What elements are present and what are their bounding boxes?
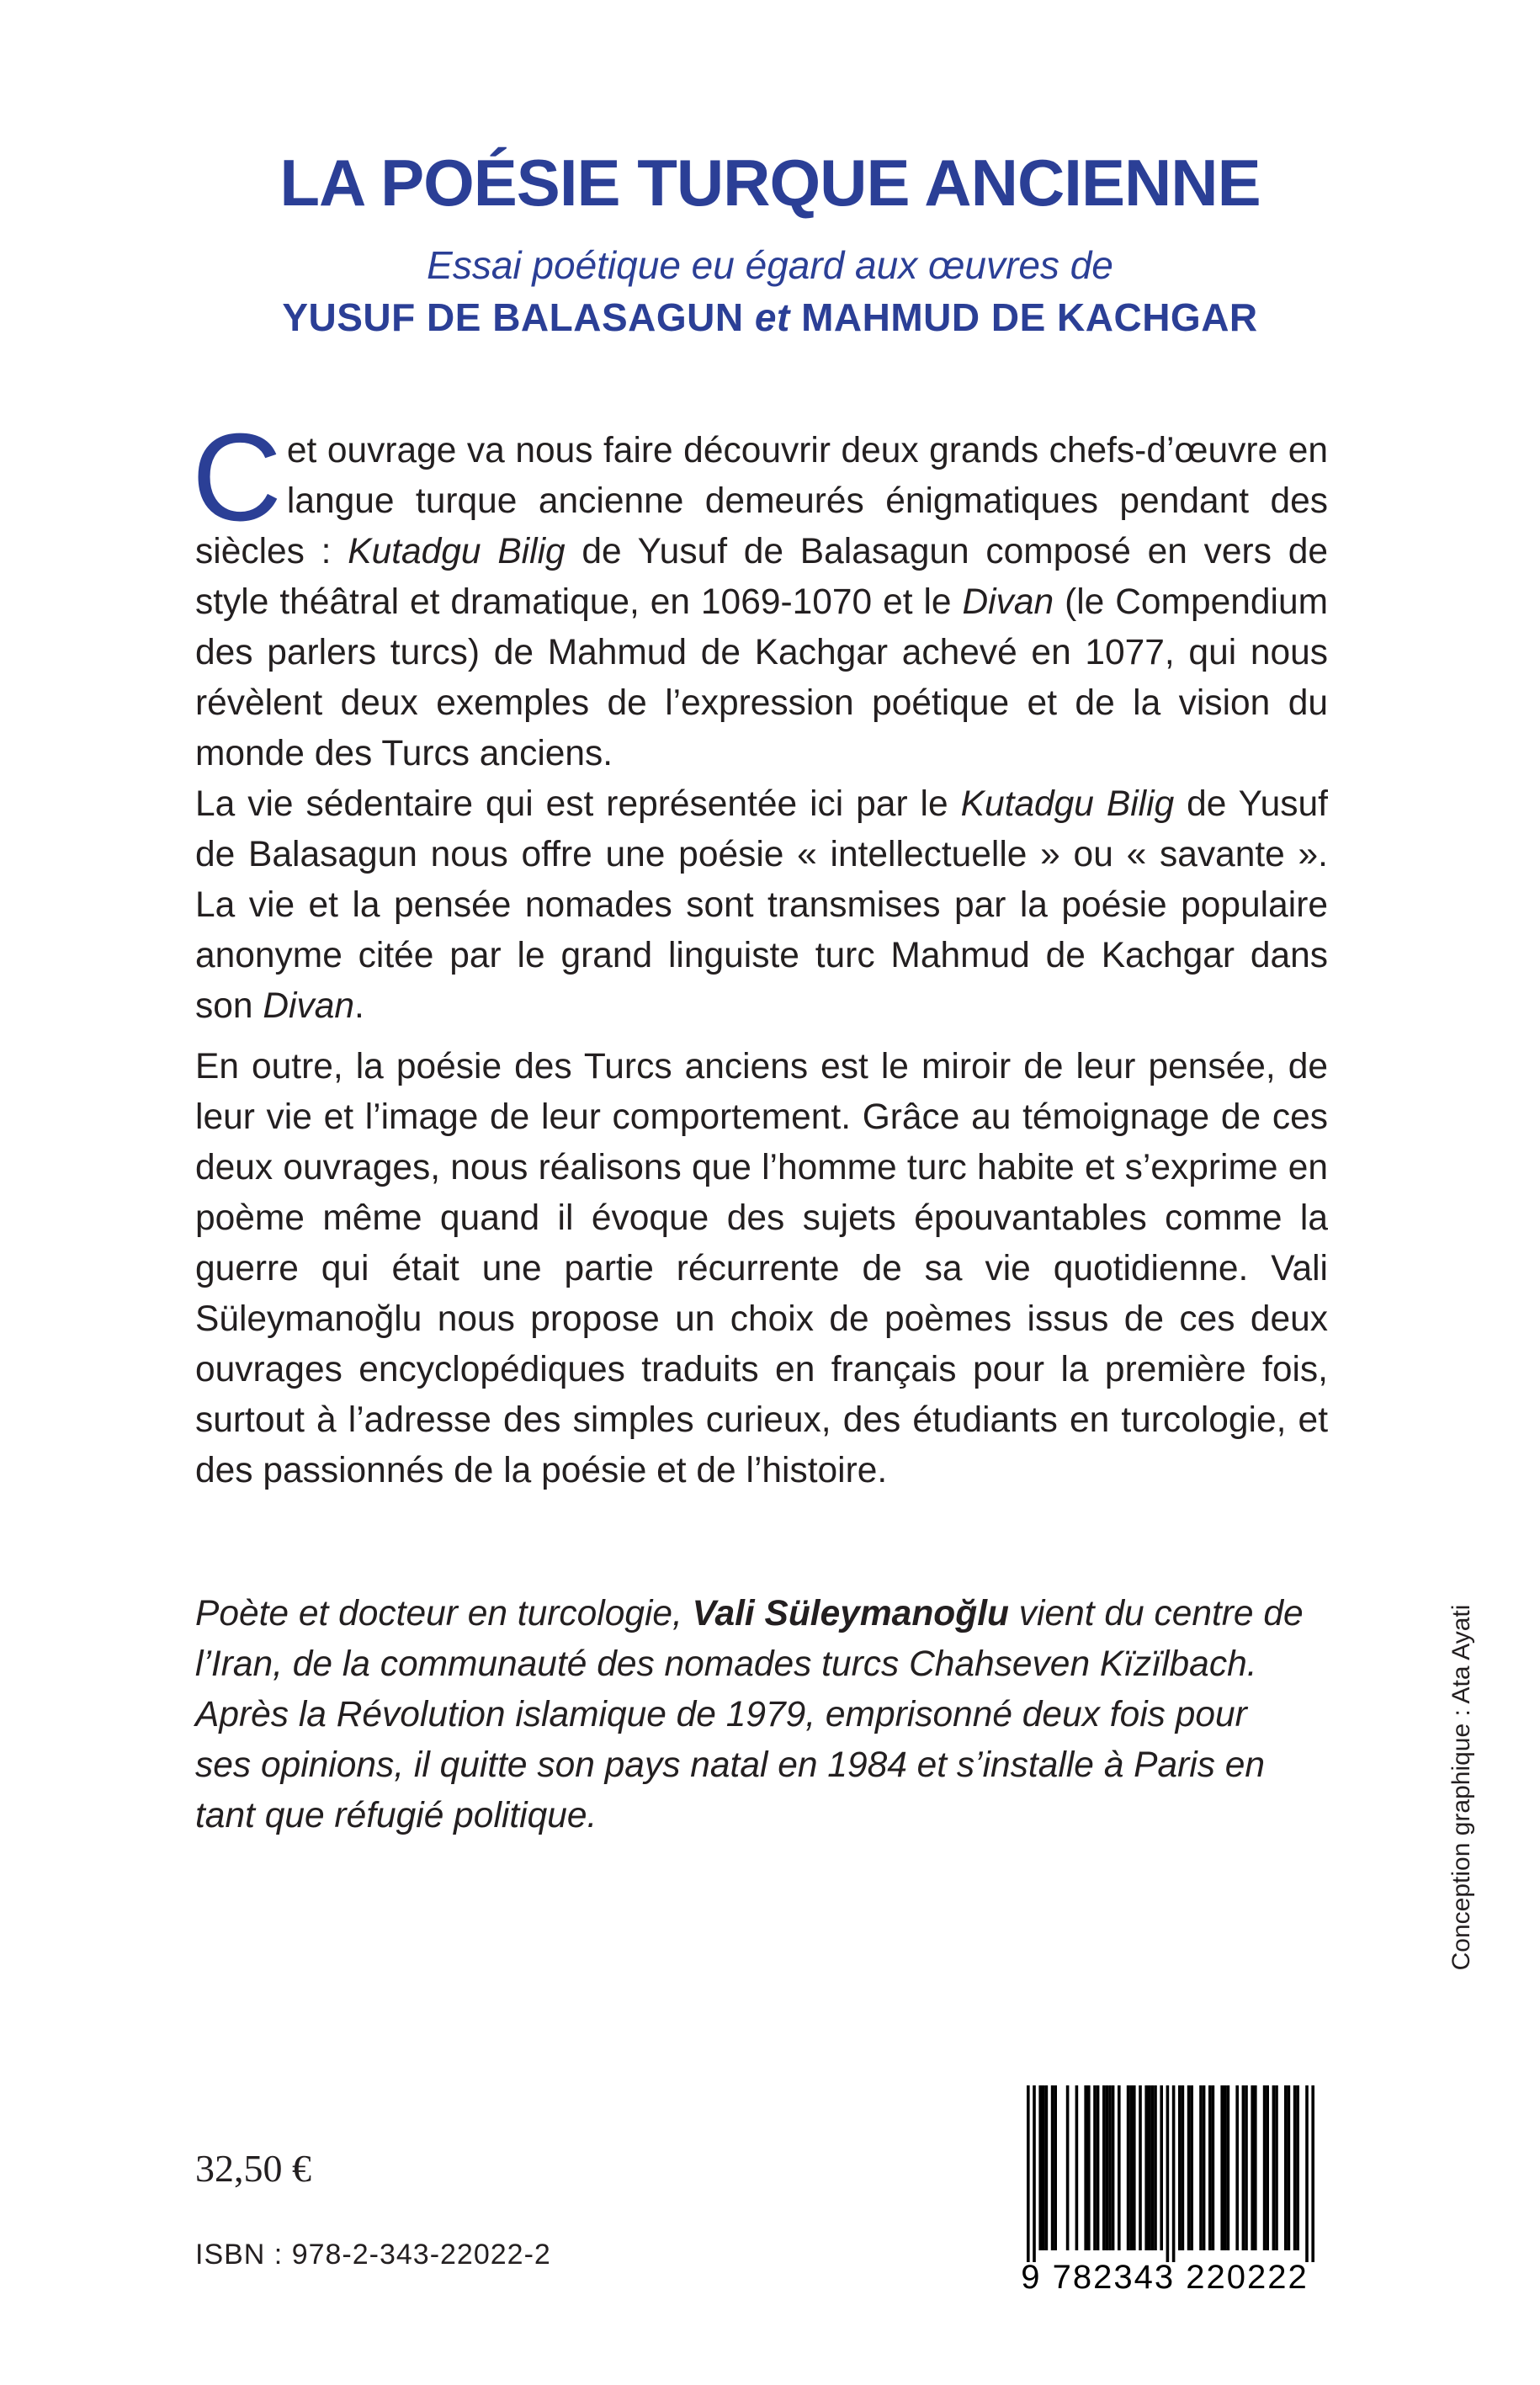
barcode-bar: [1051, 2085, 1054, 2250]
barcode-bar: [1172, 2085, 1176, 2262]
barcode-bar: [1112, 2085, 1115, 2250]
blurb-paragraph-3: En outre, la poésie des Turcs anciens est le miroir de leur pensée, de leur vie et l’image de leur comportement. Grâce au témoignage de ces deux ouvrages, nous réalisons que l’homme turc habite et s’exprime en poème même quand il évoque des sujets épouvantables comme la guerre qui était une partie récurrente de sa vie quotidienne. Vali Süleymanoğlu nous propose un choix de poèmes issus de ces deux ouvrages encyclopédiques traduits en français pour la première fois, surtout à l’adresse des simples curieux, des étudiants en turcologie, et des passionnés de la poésie et de l’histoire.: [195, 1047, 1328, 1490]
barcode-bar: [1242, 2085, 1245, 2250]
subtitle: Essai poétique eu égard aux œuvres de: [427, 243, 1113, 287]
blurb-text: de Yusuf de Balasagun nous offre une poésie « intellectuelle » ou « savante ». La vie et la pensée nomades sont transmises par la poésie populaire anonyme citée par le grand linguiste turc Mahmud de Kachgar dans son: [195, 784, 1328, 1026]
blurb: [192, 408, 1328, 1496]
barcode-bar: [1263, 2085, 1267, 2250]
author-bio-line: tant que réfugié politique.: [195, 1796, 597, 1835]
book-title-divan: Divan: [962, 582, 1054, 622]
barcode-bar: [1305, 2085, 1309, 2262]
barcode-bar: [1127, 2085, 1130, 2250]
blurb-paragraph-1: [192, 408, 1328, 779]
barcode-bar: [1275, 2085, 1278, 2250]
blurb-paragraph-2: [195, 779, 1328, 1032]
author-name-yusuf: YUSUF DE BALASAGUN: [282, 295, 744, 339]
book-title-kutadgu: Kutadgu Bilig: [348, 532, 566, 571]
barcode-bar: [1208, 2085, 1212, 2250]
barcode-bar: [1151, 2085, 1155, 2250]
barcode-bar: [1251, 2085, 1254, 2250]
barcode-bar: [1311, 2085, 1314, 2262]
barcode-bar: [1038, 2085, 1042, 2250]
author-name-mahmud: MAHMUD DE KACHGAR: [801, 295, 1258, 339]
barcode-bar: [1154, 2085, 1157, 2250]
price: 32,50 €: [195, 2147, 311, 2190]
barcode-bar: [1235, 2085, 1239, 2250]
barcode-bar: [1075, 2085, 1079, 2250]
barcode-bar: [1296, 2085, 1299, 2250]
barcode-bar: [1102, 2085, 1106, 2250]
book-title: LA POÉSIE TURQUE ANCIENNE: [279, 146, 1261, 220]
barcode-bar: [1227, 2085, 1230, 2250]
subtitle-authors: [0, 295, 1540, 341]
barcode-bar: [1042, 2085, 1045, 2250]
barcode-bar: [1027, 2085, 1030, 2262]
barcode-bar: [1190, 2085, 1193, 2250]
barcode-bar: [1097, 2085, 1100, 2250]
barcode-bar: [1148, 2085, 1151, 2250]
barcode-bar: [1166, 2085, 1170, 2262]
design-credit: [1436, 1485, 1487, 2090]
barcode-bar: [1224, 2085, 1227, 2250]
barcode-bar: [1093, 2085, 1097, 2250]
barcode-bar: [1284, 2085, 1288, 2250]
design-credit-text: Conception graphique : Ata Ayati: [1447, 1604, 1475, 1971]
barcode-bar: [1045, 2085, 1049, 2250]
barcode-bar: [1182, 2085, 1185, 2250]
barcode-bar: [1108, 2085, 1112, 2250]
barcode-bar: [1033, 2085, 1036, 2262]
blurb-text: (le Compendium des parlers turcs) de Mahmud de Kachgar achevé en 1077, qui nous révèlent deux exemples de l’expression poétique et de la vision du monde des Turcs anciens.: [195, 582, 1328, 773]
barcode-bar: [1139, 2085, 1142, 2250]
conjunction-et: et: [754, 295, 790, 339]
blurb-text: de Yusuf de Balasagun composé en vers de style théâtral et dramatique, en 1069-1070 et le: [195, 532, 1328, 622]
bio-text: vient du centre de: [1008, 1594, 1304, 1633]
bio-text: Poète et docteur en turcologie,: [195, 1594, 693, 1633]
author-name: Vali Süleymanoğlu: [692, 1594, 1009, 1633]
blurb-text: .: [354, 986, 364, 1026]
author-bio-line: ses opinions, il quitte son pays natal en 1984 et s’installe à Paris en: [195, 1745, 1266, 1785]
barcode-bar: [1087, 2085, 1091, 2250]
barcode-bar: [1066, 2085, 1070, 2250]
barcode-bar: [1084, 2085, 1087, 2250]
barcode-bar: [1266, 2085, 1269, 2250]
blurb-text: La vie sédentaire qui est représentée ici par le: [195, 784, 961, 824]
barcode: [1008, 2085, 1321, 2297]
barcode-bar: [1133, 2085, 1136, 2250]
barcode-bar: [1245, 2085, 1248, 2250]
barcode-bar: [1288, 2085, 1291, 2250]
author-bio-line: l’Iran, de la communauté des nomades turcs Chahseven Kïzïlbach.: [195, 1644, 1257, 1684]
author-bio-line: Après la Révolution islamique de 1979, emprisonné deux fois pour: [195, 1695, 1247, 1734]
barcode-bar: [1178, 2085, 1182, 2250]
barcode-bar: [1187, 2085, 1191, 2250]
author-bio: [195, 1589, 1328, 1841]
blurb-text: et ouvrage va nous faire découvrir deux grands chefs-d’œuvre en langue turque ancienne demeurés énigmatiques pendant des siècles :: [195, 431, 1328, 571]
barcode-bar: [1212, 2085, 1215, 2250]
barcode-bar: [1118, 2085, 1121, 2250]
barcode-bars: [1008, 2085, 1321, 2262]
barcode-bar: [1199, 2085, 1203, 2250]
book-title-kutadgu: Kutadgu Bilig: [960, 784, 1175, 824]
isbn: ISBN : 978-2-343-22022-2: [195, 2239, 551, 2271]
barcode-bar: [1293, 2085, 1297, 2250]
book-title-divan: Divan: [263, 986, 355, 1026]
barcode-bar: [1160, 2085, 1163, 2250]
drop-cap: C: [192, 408, 282, 547]
barcode-bar: [1272, 2085, 1276, 2250]
barcode-bar: [1106, 2085, 1109, 2250]
author-bio-line: [195, 1589, 1328, 1639]
barcode-bar: [1220, 2085, 1224, 2250]
barcode-bar: [1203, 2085, 1206, 2250]
barcode-bar: [1054, 2085, 1057, 2250]
barcode-bar: [1144, 2085, 1148, 2250]
barcode-bar: [1254, 2085, 1257, 2250]
barcode-digits: 9 782343 220222: [1021, 2259, 1309, 2296]
barcode-bar: [1129, 2085, 1133, 2250]
